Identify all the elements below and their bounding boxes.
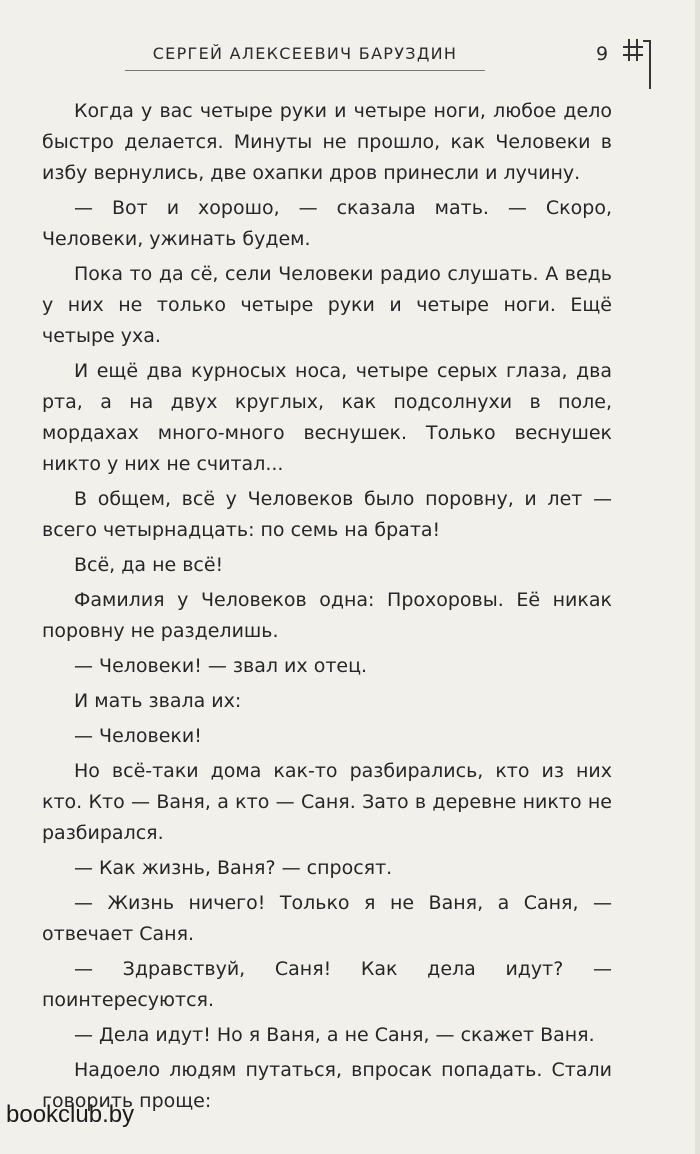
paragraph: — Человеки! (74, 725, 202, 747)
running-header (125, 40, 485, 80)
paragraph: — Вот и хорошо, — сказала мать. — Скоро, Человеки, ужинать будем. (42, 197, 612, 250)
corner-ornament-icon (617, 33, 657, 89)
paragraph: — Здравствуй, Саня! Как дела идут? — поинтересуются. (42, 958, 612, 1011)
paragraph: — Дела идут! Но я Ваня, а не Саня, — скажет Ваня. (74, 1024, 595, 1046)
watermark: bookclub.by (6, 1101, 135, 1128)
header-rule (125, 70, 485, 71)
paragraph: И ещё два курносых носа, четыре серых глаза, два рта, а на двух круглых, как подсолнухи в поле, мордахах много-много веснушек. Только веснушек никто у них не считал... (42, 360, 612, 475)
paragraph: Но всё-таки дома как-то разбирались, кто из них кто. Кто — Ваня, а кто — Саня. Зато в деревне никто не разбирался. (42, 760, 612, 844)
paragraph: Когда у вас четыре руки и четыре ноги, любое дело быстро делается. Минуты не прошло, как Человеки в избу вернулись, две охапки дров принесли и лучину. (42, 100, 612, 184)
paragraph: Пока то да сё, сели Человеки радио слушать. А ведь у них не только четыре руки и четыре ноги. Ещё четыре уха. (42, 263, 612, 347)
paragraph: В общем, всё у Человеков было поровну, и лет — всего четырнадцать: по семь на брата! (42, 488, 612, 541)
author-name: СЕРГЕЙ АЛЕКСЕЕВИЧ БАРУЗДИН (152, 44, 458, 63)
paragraph: Всё, да не всё! (74, 554, 224, 576)
body-text (42, 96, 612, 1121)
page-number: 9 (596, 43, 609, 65)
paragraph: Фамилия у Человеков одна: Прохоровы. Её никак поровну не разделишь. (42, 589, 612, 642)
paragraph: Надоело людям путаться, впросак попадать. Стали говорить проще: (42, 1059, 612, 1112)
paragraph: — Как жизнь, Ваня? — спросят. (74, 857, 393, 879)
paragraph: — Человеки! — звал их отец. (74, 655, 368, 677)
page-edge (695, 0, 700, 1154)
paragraph: И мать звала их: (74, 690, 242, 712)
paragraph: — Жизнь ничего! Только я не Ваня, а Саня, — отвечает Саня. (42, 892, 612, 945)
